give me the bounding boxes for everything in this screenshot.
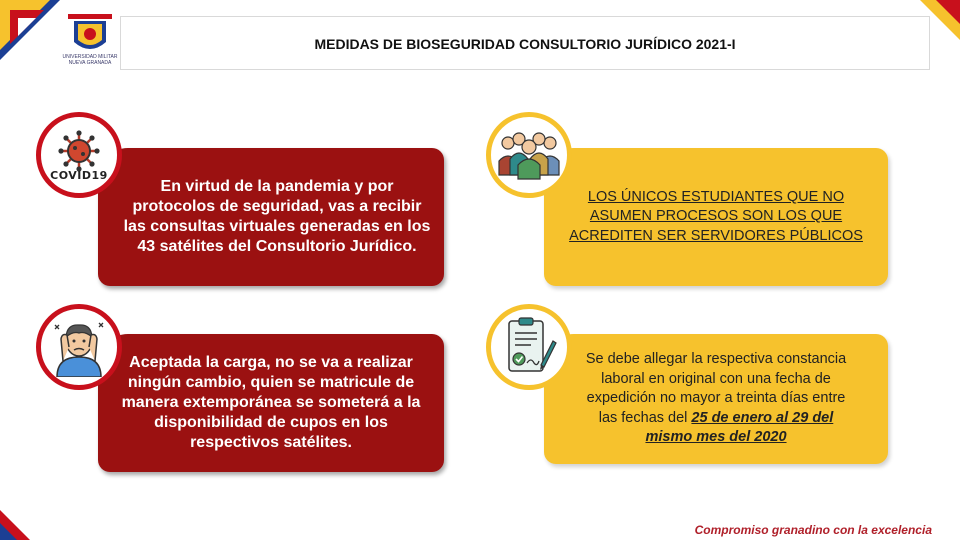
card-text: LOS ÚNICOS ESTUDIANTES QUE NO ASUMEN PROCESOS SON LOS QUE ACREDITEN SER SERVIDORES PÚBLICOS	[569, 188, 863, 244]
card-date-range: 25 de enero al 29 del mismo mes del 2020	[645, 409, 834, 446]
info-card-labor-certificate	[544, 334, 888, 464]
signed-document-icon	[501, 317, 557, 377]
logo-text-line-2: NUEVA GRANADA	[68, 60, 112, 66]
icon-badge-group	[486, 112, 572, 198]
icon-badge-stress	[36, 304, 122, 390]
footer-slogan: Compromiso granadino con la excelencia	[694, 523, 932, 537]
virus-icon	[53, 129, 105, 173]
page-title: MEDIDAS DE BIOSEGURIDAD CONSULTORIO JURÍDICO 2021-I	[314, 36, 736, 52]
info-card-enrollment	[98, 334, 444, 472]
logo-text-line-1: UNIVERSIDAD MILITAR	[62, 54, 118, 60]
icon-badge-document	[486, 304, 572, 390]
logo-caption	[62, 54, 118, 66]
info-card-virtual-consultations	[98, 148, 444, 286]
card-text: Aceptada la carga, no se va a realizar ningún cambio, quien se matricule de manera extemporánea se someterá a la disponibilidad de cupos en los respectivos satélites.	[121, 354, 421, 451]
info-card-public-servants	[544, 148, 888, 286]
covid-label: COVID19	[50, 168, 108, 182]
group-people-icon	[496, 129, 562, 181]
card-text: Se debe allegar la respectiva constancia laboral en original con una fecha de expedición no mayor a treinta días entre las fechas del	[585, 351, 847, 426]
icon-badge-covid	[36, 112, 122, 198]
corner-decoration-top-left	[0, 0, 60, 60]
card-text: En virtud de la pandemia y por protocolos de seguridad, vas a recibir las consultas virtuales generadas en los 43 satélites del Consultorio Jurídico.	[123, 178, 431, 255]
stressed-person-icon	[49, 317, 109, 377]
card-text-wrapper	[544, 350, 888, 448]
corner-decoration-bottom-left	[0, 495, 45, 540]
